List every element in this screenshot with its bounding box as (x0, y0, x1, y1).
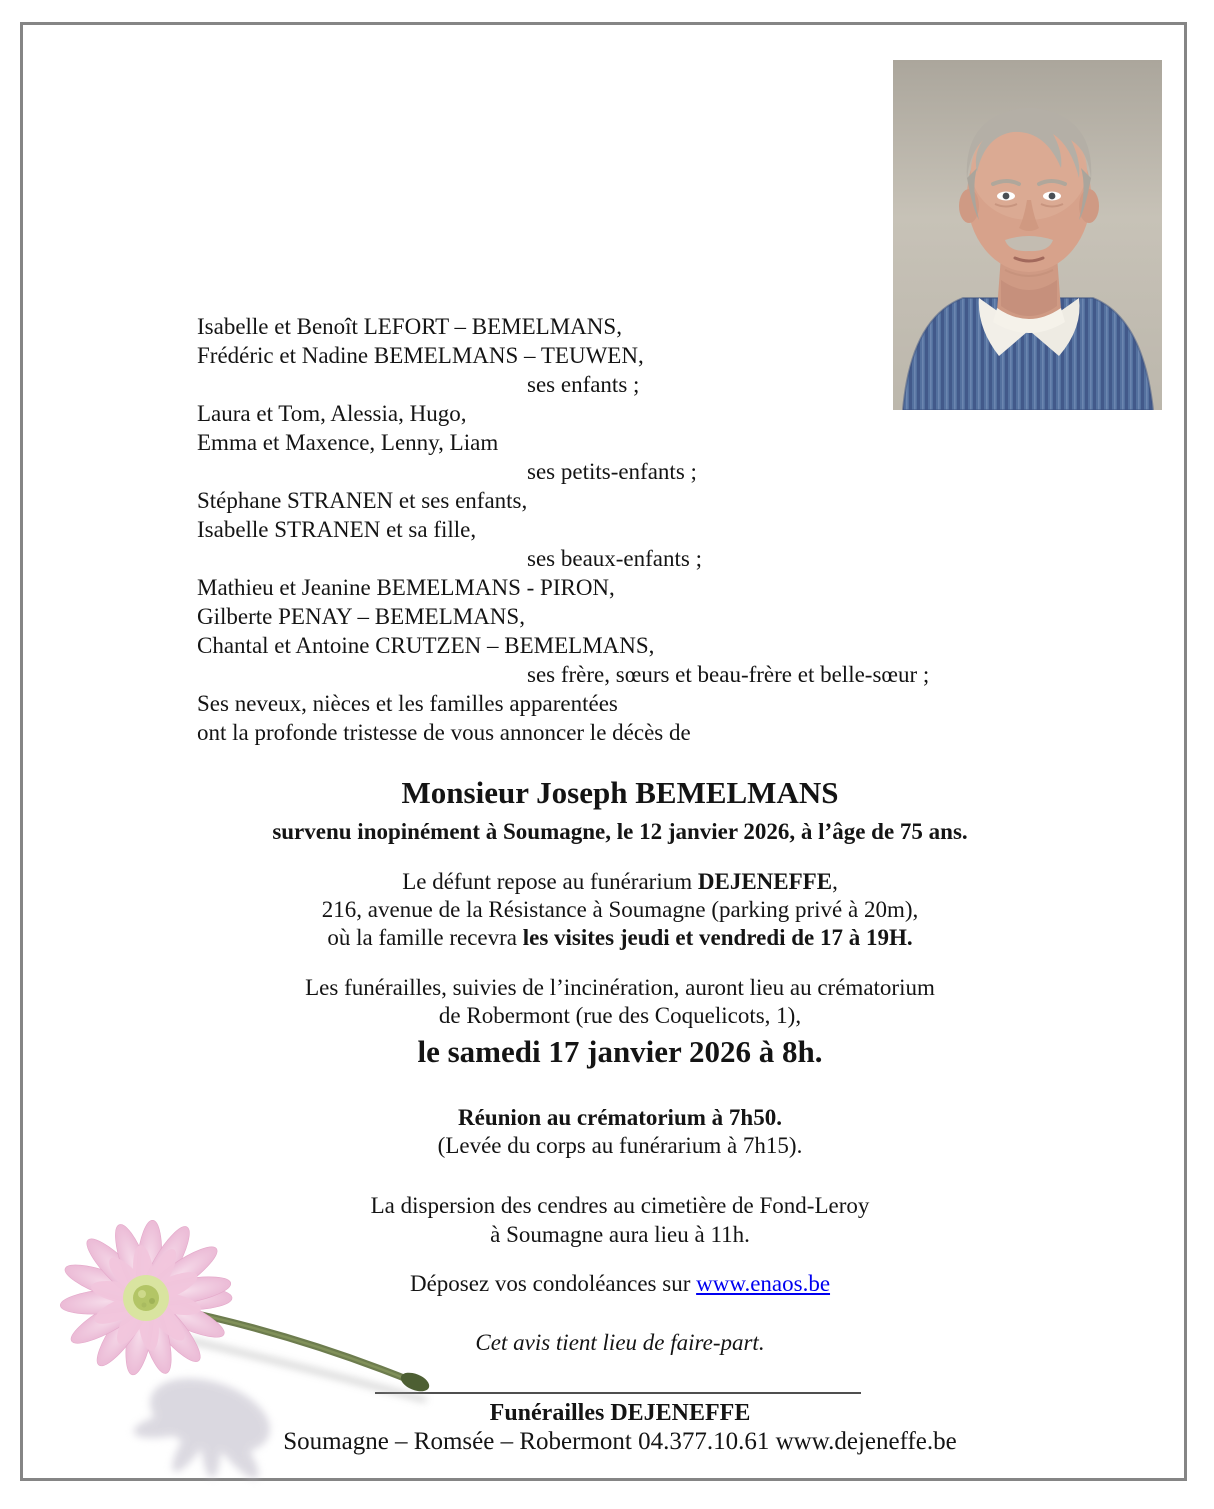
family-line: Ses neveux, nièces et les familles apparentées (197, 691, 618, 716)
repose-address-line: 216, avenue de la Résistance à Soumagne (parking privé à 20m), (321, 897, 919, 922)
family-line: Frédéric et Nadine BEMELMANS – TEUWEN, (197, 343, 644, 368)
flower-illustration (28, 1208, 452, 1494)
family-line: Laura et Tom, Alessia, Hugo, (197, 401, 467, 426)
family-line: Stéphane STRANEN et ses enfants, (197, 488, 528, 513)
pink-flower-image (28, 1208, 452, 1494)
repose-text: Le défunt repose au funérarium (402, 869, 698, 894)
visits-schedule: les visites jeudi et vendredi de 17 à 19H. (522, 925, 913, 950)
family-names-block (197, 312, 929, 747)
portrait-photo (893, 60, 1162, 410)
family-relation-line: ses frère, sœurs et beau-frère et belle-sœur ; (527, 662, 930, 687)
funeral-date: le samedi 17 janvier 2026 à 8h. (417, 1034, 823, 1069)
family-line: ont la profonde tristesse de vous annoncer le décès de (197, 720, 691, 745)
funeral-line-2: de Robermont (rue des Coquelicots, 1), (438, 1003, 802, 1028)
funeral-home-contact: Soumagne – Romsée – Robermont 04.377.10.61 www.dejeneffe.be (283, 1428, 957, 1455)
notice-line: Cet avis tient lieu de faire-part. (475, 1330, 765, 1355)
enaos-link[interactable]: www.enaos.be (696, 1271, 831, 1296)
funeral-home-name: Funérailles DEJENEFFE (489, 1400, 751, 1426)
portrait-illustration (893, 60, 1162, 410)
visits-line (60, 924, 1180, 952)
funeral-line-1: Les funérailles, suivies de l’incinération, auront lieu au crématorium (305, 975, 935, 1000)
ashes-dispersion-line-2: à Soumagne aura lieu à 11h. (490, 1222, 750, 1247)
funeral-home-highlight: DEJENEFFE (697, 869, 833, 894)
family-line: Gilberte PENAY – BEMELMANS, (197, 604, 525, 629)
meeting-line: Réunion au crématorium à 7h50. (458, 1105, 782, 1130)
death-details-line: survenu inopinément à Soumagne, le 12 janvier 2026, à l’âge de 75 ans. (272, 819, 968, 844)
body-removal-line: (Levée du corps au funérarium à 7h15). (437, 1133, 803, 1158)
family-line: Isabelle et Benoît LEFORT – BEMELMANS, (197, 314, 622, 339)
family-line: Emma et Maxence, Lenny, Liam (197, 430, 499, 455)
family-line: Chantal et Antoine CRUTZEN – BEMELMANS, (197, 633, 655, 658)
family-relation-line: ses petits-enfants ; (527, 459, 697, 484)
family-line: Isabelle STRANEN et sa fille, (197, 517, 477, 542)
family-line: Mathieu et Jeanine BEMELMANS - PIRON, (197, 575, 615, 600)
deceased-name-title: Monsieur Joseph BEMELMANS (401, 775, 839, 810)
repose-text: , (832, 869, 838, 894)
condolences-text: Déposez vos condoléances sur (409, 1271, 697, 1296)
ashes-dispersion-line-1: La dispersion des cendres au cimetière de Fond-Leroy (370, 1193, 870, 1218)
visits-text: où la famille recevra (327, 925, 523, 950)
family-relation-line: ses enfants ; (527, 372, 640, 397)
repose-line-1 (60, 868, 1180, 896)
family-relation-line: ses beaux-enfants ; (527, 546, 702, 571)
